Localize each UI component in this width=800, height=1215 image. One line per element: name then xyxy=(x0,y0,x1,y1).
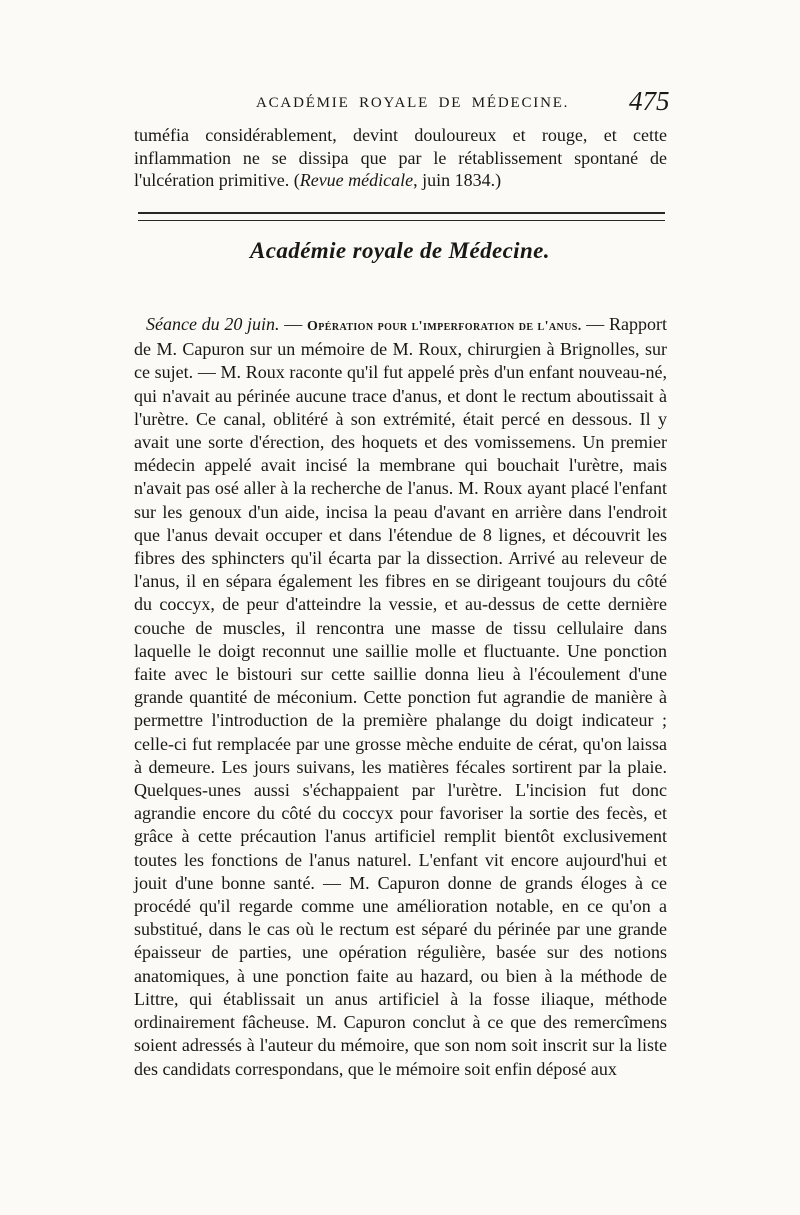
session-body: Rapport de M. Capuron sur un mémoire de M. Roux, chirurgien à Brignolles, sur ce sujet. — M. Roux raconte qu'il fut appelé près d'un enfant nouveau-né, qui n'avait au périnée aucune trace d'anus, et dont le rectum aboutissait à l'urètre. Ce canal, oblitéré à son extrémité, était percé en dessous. Il y avait une sorte d'érection, des hoquets et des vomissemens. Un premier médecin appelé avait incisé la membrane qui bouchait l'urètre, mais n'avait pas osé aller à la recherche de l'anus. M. Roux ayant placé l'enfant sur les genoux d'un aide, incisa la peau d'avant en arrière dans l'endroit que l'anus devait occuper et dans l'étendue de 8 lignes, et découvrit les fibres des sphincters qu'il écarta par la dissection. Arrivé au releveur de l'anus, il en sépara également les fibres en se dirigeant toujours du côté du coccyx, de peur d'atteindre la vessie, et au-dessus de cette dernière couche de muscles, il rencontra une masse de tissu cellulaire dans laquelle le doigt reconnut une saillie molle et fluctuante. Une ponction faite avec le bistouri sur cette saillie donna lieu à l'écoulement d'une grande quantité de méconium. Cette ponction fut agrandie de manière à permettre l'introduction de la première phalange du doigt indicateur ; celle-ci fut remplacée par une grosse mèche enduite de cérat, qu'on laissa à demeure. Les jours suivans, les matières fécales sortirent par la plaie. Quelques-unes aussi s'échappaient par l'urètre. L'incision fut donc agrandie encore du côté du coccyx pour favoriser la sortie des fecès, et grâce à cette précaution l'anus artificiel remplit bientôt exclusivement toutes les fonctions de l'anus naturel. L'enfant vit encore aujourd'hui et jouit d'une bonne santé. — M. Capuron donne de grands éloges à ce procédé qu'il regarde comme une amélioration notable, en ce qu'on a substitué, dans le cas où le rectum est séparé du périnée par une grande épaisseur de parties, une opération régulière, basée sur des notions anatomiques, à une ponction faite au hazard, ou bien à la méthode de Littre, qui établissait un anus artificiel à la fosse iliaque, méthode ordinairement fâcheuse. M. Capuron conclut à ce que des remercîmens soient adressés à l'auteur du mémoire, que son nom soit inscrit sur la liste des candidats correspondans, que le mémoire soit enfin déposé aux xyxy=(134,314,667,1079)
continued-paragraph xyxy=(134,124,667,192)
section-title: Académie royale de Médecine. xyxy=(250,238,550,263)
session-date: Séance du 20 juin. xyxy=(146,314,280,334)
section-divider xyxy=(138,212,665,221)
operation-title: Opération pour l'imperforation de l'anus. xyxy=(306,319,582,334)
source-journal: Revue médicale xyxy=(299,170,414,190)
source-date: , juin 1834.) xyxy=(413,170,502,190)
dash: — xyxy=(279,314,307,334)
continued-text: tuméfia considérablement, devint douloureux et rouge, et cette inflammation ne se dissipa que par le rétablissement spontané de l'ulcération primitive. ( xyxy=(134,125,667,190)
session-paragraph xyxy=(134,313,667,1081)
page-number: 475 xyxy=(629,86,670,116)
dash: — xyxy=(581,314,609,334)
running-head: ACADÉMIE ROYALE DE MÉDECINE. xyxy=(256,95,570,111)
